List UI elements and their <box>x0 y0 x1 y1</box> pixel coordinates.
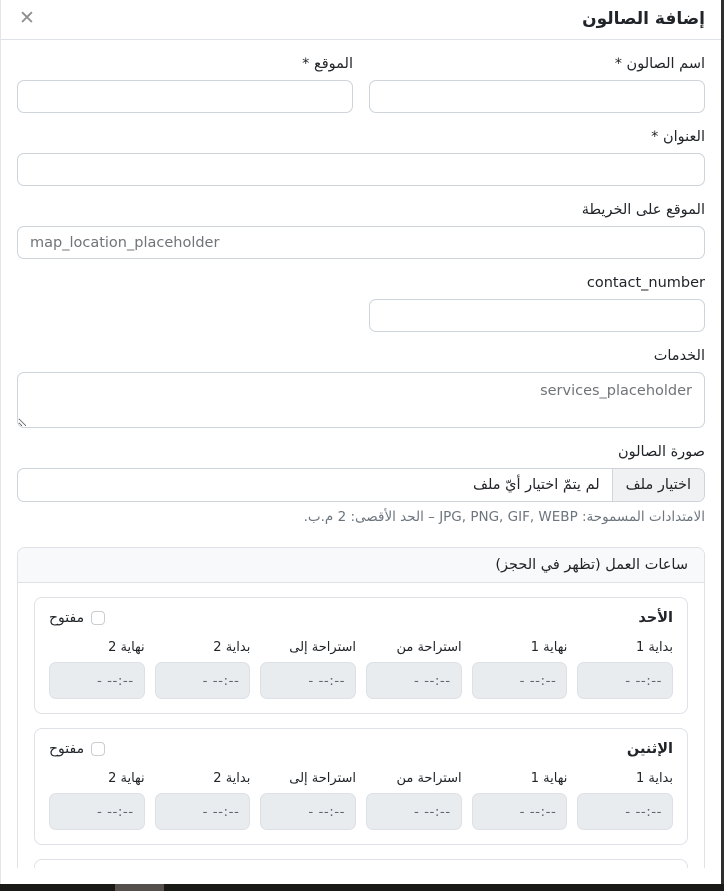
day-card-partial <box>34 859 688 868</box>
time-cell-start1 <box>577 771 673 830</box>
time-input-start2[interactable]: - --:-- <box>155 662 251 699</box>
time-grid <box>49 771 673 830</box>
time-input-end1[interactable]: - --:-- <box>472 793 568 830</box>
time-input-end2[interactable]: - --:-- <box>49 662 145 699</box>
time-cell-start1 <box>577 640 673 699</box>
salon-name-input[interactable] <box>369 80 705 113</box>
row-salon-image <box>17 444 705 525</box>
row-services <box>17 348 705 428</box>
map-location-input[interactable] <box>17 226 705 259</box>
time-label: استراحة من <box>396 640 462 655</box>
time-label: بداية 2 <box>213 771 251 786</box>
services-textarea[interactable] <box>17 372 705 428</box>
open-label: مفتوح <box>49 741 85 757</box>
modal-title: إضافة الصالون <box>582 8 705 29</box>
time-input-break-to[interactable]: - --:-- <box>260 662 356 699</box>
time-input-start2[interactable]: - --:-- <box>155 793 251 830</box>
close-icon[interactable]: ✕ <box>15 7 39 30</box>
time-label: نهاية 1 <box>530 771 568 786</box>
day-card-monday <box>34 728 688 845</box>
time-cell-end2 <box>49 771 145 830</box>
time-label: بداية 1 <box>635 640 673 655</box>
time-cell-end2 <box>49 640 145 699</box>
location-label: الموقع * <box>302 56 353 72</box>
horizontal-scrollbar[interactable] <box>0 884 724 891</box>
modal-header <box>1 0 721 40</box>
salon-name-field <box>369 56 705 113</box>
time-label: نهاية 2 <box>108 771 145 786</box>
contact-number-field <box>17 275 705 332</box>
time-cell-end1 <box>472 771 568 830</box>
row-map-location <box>17 202 705 259</box>
time-label: نهاية 2 <box>108 640 145 655</box>
time-label: بداية 2 <box>213 640 251 655</box>
services-field <box>17 348 705 428</box>
map-location-field <box>17 202 705 259</box>
address-input[interactable] <box>17 153 705 186</box>
row-contact-number <box>17 275 705 332</box>
location-input[interactable] <box>17 80 353 113</box>
address-field <box>17 129 705 186</box>
image-extensions-help-text: الامتدادات المسموحة: JPG, PNG, GIF, WEBP – الحد الأقصى: 2 م.ب. <box>303 509 705 525</box>
time-input-start1[interactable]: - --:-- <box>577 793 673 830</box>
open-label: مفتوح <box>49 610 85 626</box>
time-label: نهاية 1 <box>530 640 568 655</box>
salon-image-file-input[interactable] <box>17 468 705 502</box>
time-grid <box>49 640 673 699</box>
time-cell-start2 <box>155 771 251 830</box>
services-label: الخدمات <box>653 348 705 364</box>
location-field <box>17 56 353 113</box>
time-input-break-from[interactable]: - --:-- <box>366 662 462 699</box>
day-header <box>49 610 673 626</box>
time-cell-break-to <box>260 640 356 699</box>
open-checkbox-group[interactable] <box>49 741 105 757</box>
no-file-chosen-text: لم يتمّ اختيار أيّ ملف <box>472 477 600 493</box>
time-label: استراحة من <box>396 771 462 786</box>
salon-name-label: اسم الصالون * <box>614 56 705 72</box>
time-input-break-from[interactable]: - --:-- <box>366 793 462 830</box>
day-header <box>49 741 673 757</box>
time-cell-end1 <box>472 640 568 699</box>
working-hours-section <box>17 547 705 868</box>
time-label: بداية 1 <box>635 771 673 786</box>
open-checkbox[interactable] <box>91 742 105 756</box>
address-label: العنوان * <box>651 129 705 145</box>
choose-file-button[interactable]: اختيار ملف <box>612 469 704 501</box>
working-hours-body <box>18 583 704 868</box>
time-cell-start2 <box>155 640 251 699</box>
salon-image-label: صورة الصالون <box>617 444 705 460</box>
time-label: استراحة إلى <box>289 640 357 655</box>
time-cell-break-to <box>260 771 356 830</box>
time-input-start1[interactable]: - --:-- <box>577 662 673 699</box>
time-label: استراحة إلى <box>289 771 357 786</box>
time-input-break-to[interactable]: - --:-- <box>260 793 356 830</box>
row-address <box>17 129 705 186</box>
scrollbar-thumb[interactable] <box>115 884 164 891</box>
map-location-label: الموقع على الخريطة <box>581 202 705 218</box>
working-hours-title: ساعات العمل (تظهر في الحجز) <box>18 548 704 583</box>
salon-image-field <box>17 444 705 525</box>
time-cell-break-from <box>366 640 462 699</box>
day-name: الإثنين <box>626 741 673 757</box>
day-name: الأحد <box>638 610 673 626</box>
row-name-location <box>17 56 705 113</box>
modal-body <box>1 40 721 868</box>
time-cell-break-from <box>366 771 462 830</box>
contact-number-label: contact_number <box>586 275 705 291</box>
open-checkbox[interactable] <box>91 611 105 625</box>
day-card-sunday <box>34 597 688 714</box>
time-input-end2[interactable]: - --:-- <box>49 793 145 830</box>
open-checkbox-group[interactable] <box>49 610 105 626</box>
contact-number-input[interactable] <box>369 299 705 332</box>
time-input-end1[interactable]: - --:-- <box>472 662 568 699</box>
